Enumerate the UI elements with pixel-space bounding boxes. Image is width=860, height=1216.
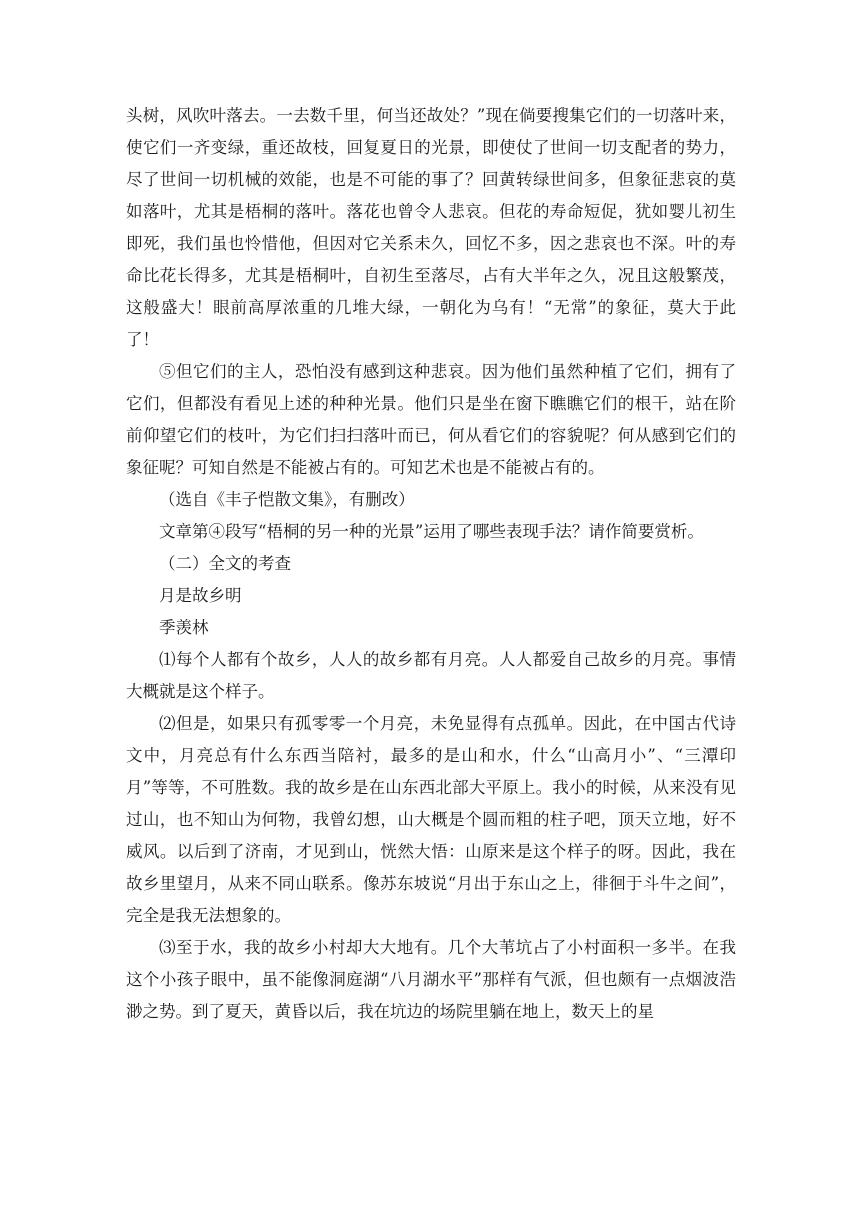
article-paragraph-1: ⑴每个人都有个故乡，人人的故乡都有月亮。人人都爱自己故乡的月亮。事情大概就是这个样子。: [126, 650, 736, 701]
section-heading: （二）全文的考查: [159, 554, 291, 573]
article-author: 季羡林: [159, 618, 209, 637]
question-text: 文章第④段写“梧桐的另一种的光景”运用了哪些表现手法？请作简要赏析。: [159, 522, 704, 541]
article-paragraph-2: ⑵但是，如果只有孤零零一个月亮，未免显得有点孤单。因此，在中国古代诗文中，月亮总有什么东西当陪衬，最多的是山和水，什么“山高月小”、“三潭印月”等等，不可胜数。我的故乡是在山东西北部大平原上。我小的时候，从来没有见过山，也不知山为何物，我曾幻想，山大概是个圆而粗的柱子吧，顶天立地，好不威风。以后到了济南，才见到山，恍然大悟：山原来是这个样子的呀。因此，我在故乡里望月，从来不同山联系。像苏东坡说“月出于东山之上，徘徊于斗牛之间”，完全是我无法想象的。: [126, 714, 736, 925]
source-citation: （选自《丰子恺散文集》，有删改）: [159, 490, 415, 509]
paragraph-4-tail: 头树，风吹叶落去。一去数千里，何当还故处？”现在倘要搜集它们的一切落叶来，使它们一齐变绿，重还故枝，回复夏日的光景，即使仗了世间一切支配者的势力，尽了世间一切机械的效能，也是不可能的事了？回黄转绿世间多，但象征悲哀的莫如落叶，尤其是梧桐的落叶。落花也曾令人悲哀。但花的寿命短促，犹如婴儿初生即死，我们虽也怜惜他，但因对它关系未久，回忆不多，因之悲哀也不深。叶的寿命比花长得多，尤其是梧桐叶，自初生至落尽，占有大半年之久，况且这般繁茂，这般盛大！眼前高厚浓重的几堆大绿，一朝化为乌有！“无常”的象征，莫大于此了！: [126, 106, 736, 349]
paragraph-5: ⑤但它们的主人，恐怕没有感到这种悲哀。因为他们虽然种植了它们，拥有了它们，但都没有看见上述的种种光景。他们只是坐在窗下瞧瞧它们的根干，站在阶前仰望它们的枝叶，为它们扫扫落叶而已，何从看它们的容貌呢？何从感到它们的象征呢？可知自然是不能被占有的。可知艺术也是不能被占有的。: [126, 362, 736, 477]
article-paragraph-3: ⑶至于水，我的故乡小村却大大地有。几个大苇坑占了小村面积一多半。在我这个小孩子眼中，虽不能像洞庭湖“八月湖水平”那样有气派，但也颇有一点烟波浩渺之势。到了夏天，黄昏以后，我在坑边的场院里躺在地上，数天上的星: [126, 938, 736, 1021]
article-title: 月是故乡明: [159, 586, 242, 605]
document-page: [126, 100, 736, 1028]
